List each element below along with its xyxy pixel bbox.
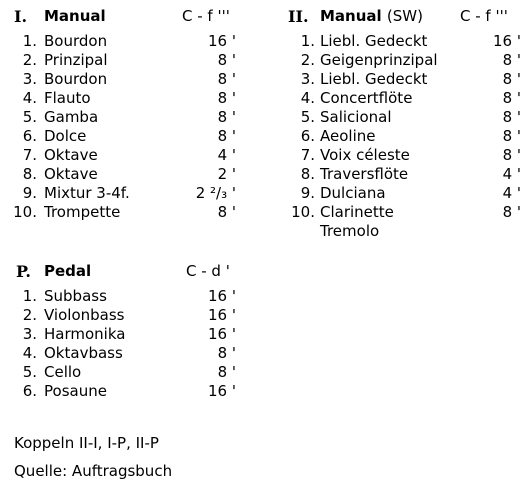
stop-row: [0, 89, 245, 108]
stop-row: [0, 127, 245, 146]
stop-number: 3.: [22, 325, 37, 343]
stop-number: 5.: [300, 108, 315, 126]
stop-footage: 8 ': [217, 70, 236, 88]
pedal-stop-list: [0, 287, 245, 401]
stop-row: [0, 32, 245, 51]
stop-row: [0, 108, 245, 127]
stop-number: 4.: [300, 89, 315, 107]
manual-1-title: Manual: [44, 7, 106, 25]
stop-footage: 16 ': [208, 32, 236, 50]
stop-footage: 16 ': [208, 306, 236, 324]
stop-footage: 8 ': [217, 344, 236, 362]
stop-footage: 4 ': [502, 165, 521, 183]
stop-number: 5.: [22, 363, 37, 381]
stop-number: 1.: [300, 32, 315, 50]
manual-2-range: C - f ''': [460, 7, 508, 25]
stop-name: Oktavbass: [44, 344, 123, 362]
manual-2-stop-list: [277, 32, 521, 222]
tremolo-label: Tremolo: [320, 222, 380, 240]
stop-name: Liebl. Gedeckt: [320, 70, 428, 88]
stop-number: 1.: [22, 287, 37, 305]
pedal-range: C - d ': [186, 262, 230, 280]
stop-row: [277, 89, 521, 108]
stop-row: [277, 51, 521, 70]
stop-name: Prinzipal: [44, 51, 108, 69]
stop-footage: 8 ': [217, 127, 236, 145]
manual-2-title-text: Manual: [320, 7, 382, 25]
stop-row: [277, 32, 521, 51]
pedal-roman: P.: [16, 262, 31, 281]
stop-name: Mixtur 3-4f.: [44, 184, 130, 202]
stop-row: [0, 51, 245, 70]
stop-row: [0, 165, 245, 184]
stop-footage: 8 ': [217, 51, 236, 69]
stop-name: Aeoline: [320, 127, 376, 145]
manual-2-title: [320, 7, 423, 26]
stop-row: [277, 165, 521, 184]
stop-row: [277, 108, 521, 127]
stop-number: 4.: [22, 89, 37, 107]
stop-name: Oktave: [44, 165, 98, 183]
manual-2-division: [277, 7, 521, 241]
stop-row: [0, 287, 245, 306]
stop-footage: 16 ': [208, 382, 236, 400]
stop-row: [0, 146, 245, 165]
stop-name: Clarinette: [320, 203, 394, 221]
stop-number: 5.: [22, 108, 37, 126]
stop-footage: 4 ': [502, 184, 521, 202]
stop-number: 9.: [300, 184, 315, 202]
stop-row: [0, 325, 245, 344]
stop-row: [277, 146, 521, 165]
manual-1-header: [0, 7, 245, 26]
manual-1-roman: I.: [14, 7, 28, 26]
stop-number: 7.: [22, 146, 37, 164]
stop-footage: 8 ': [217, 363, 236, 381]
stop-number: 6.: [300, 127, 315, 145]
stop-footage: 16 ': [208, 325, 236, 343]
stop-row: [0, 382, 245, 401]
stop-name: Dulciana: [320, 184, 386, 202]
stop-row: [0, 363, 245, 382]
stop-name: Liebl. Gedeckt: [320, 32, 428, 50]
pedal-title: Pedal: [44, 262, 92, 280]
stop-number: 10.: [13, 203, 37, 221]
stop-row: [0, 203, 245, 222]
manual-2-roman: II.: [288, 7, 309, 26]
stop-footage: 8 ': [502, 89, 521, 107]
stop-row: [277, 184, 521, 203]
stop-footage: 8 ': [502, 203, 521, 221]
stop-name: Trompette: [44, 203, 121, 221]
stop-number: 3.: [22, 70, 37, 88]
stop-number: 8.: [300, 165, 315, 183]
stop-name: Bourdon: [44, 32, 108, 50]
stop-name: Flauto: [44, 89, 91, 107]
stop-number: 6.: [22, 127, 37, 145]
stop-number: 1.: [22, 32, 37, 50]
manual-1-range: C - f ''': [182, 7, 230, 25]
stop-footage: 8 ': [502, 146, 521, 164]
stop-row: [277, 70, 521, 89]
stop-name: Dolce: [44, 127, 87, 145]
stop-row: [277, 203, 521, 222]
stop-number: 2.: [300, 51, 315, 69]
stop-number: 2.: [22, 51, 37, 69]
stop-number: 6.: [22, 382, 37, 400]
stop-number: 4.: [22, 344, 37, 362]
quelle-note: Quelle: Auftragsbuch: [14, 462, 173, 480]
pedal-header: [0, 262, 245, 281]
stop-name: Oktave: [44, 146, 98, 164]
stop-footage: 8 ': [502, 108, 521, 126]
stop-name: Posaune: [44, 382, 107, 400]
stop-number: 9.: [22, 184, 37, 202]
stop-footage: 8 ': [502, 127, 521, 145]
manual-1-division: [0, 7, 245, 222]
stop-row: [0, 344, 245, 363]
stop-footage: 4 ': [217, 146, 236, 164]
stop-row: [0, 70, 245, 89]
koppeln-note: Koppeln II-I, I-P, II-P: [14, 434, 159, 452]
stop-footage: 8 ': [217, 108, 236, 126]
stop-number: 7.: [300, 146, 315, 164]
stop-name: Harmonika: [44, 325, 126, 343]
stop-number: 8.: [22, 165, 37, 183]
stop-name: Bourdon: [44, 70, 108, 88]
stop-row: [0, 306, 245, 325]
stop-name: Gamba: [44, 108, 99, 126]
stop-footage: 8 ': [217, 89, 236, 107]
manual-2-header: [277, 7, 521, 26]
stop-name: Subbass: [44, 287, 107, 305]
manual-1-stop-list: [0, 32, 245, 222]
stop-number: 2.: [22, 306, 37, 324]
stop-name: Concertflöte: [320, 89, 413, 107]
stop-footage: 16 ': [493, 32, 521, 50]
stop-name: Geigenprinzipal: [320, 51, 438, 69]
stop-row: [0, 184, 245, 203]
stop-footage: 2 ': [217, 165, 236, 183]
stop-footage: 16 ': [208, 287, 236, 305]
stop-footage: 2 ²/₃ ': [195, 184, 236, 202]
stop-row: [277, 127, 521, 146]
stop-name: Cello: [44, 363, 82, 381]
stop-footage: 8 ': [502, 51, 521, 69]
stop-name: Traversflöte: [320, 165, 409, 183]
manual-2-subtitle: (SW): [386, 7, 423, 25]
stop-number: 3.: [300, 70, 315, 88]
stop-number: 10.: [291, 203, 315, 221]
stop-name: Voix céleste: [320, 146, 410, 164]
stop-name: Salicional: [320, 108, 392, 126]
stop-footage: 8 ': [217, 203, 236, 221]
stop-footage: 8 ': [502, 70, 521, 88]
pedal-division: [0, 262, 245, 401]
stop-name: Violonbass: [44, 306, 125, 324]
manual-2-tremolo: [277, 222, 521, 241]
